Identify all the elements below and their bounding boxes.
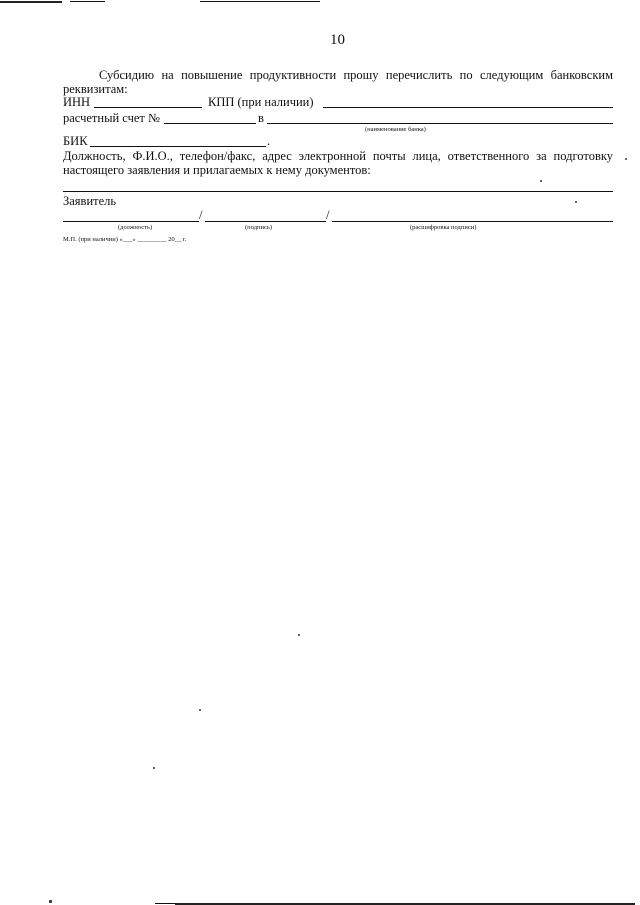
scan-speck xyxy=(575,201,577,203)
page-number: 10 xyxy=(330,32,345,48)
scan-artifact-top-mid xyxy=(70,1,105,2)
paragraph-bank-details: Субсидию на повышение продуктивности прошу перечислить по следующим банковским реквизитам: xyxy=(63,68,613,96)
bank-name-caption: (наименование банка) xyxy=(365,126,426,133)
scan-speck xyxy=(625,158,627,160)
kpp-field-line[interactable] xyxy=(323,107,613,108)
signature-decoding-field-line[interactable] xyxy=(332,221,613,222)
scan-speck xyxy=(199,709,201,711)
bik-end: . xyxy=(267,134,271,148)
caption-position: (должность) xyxy=(118,224,153,231)
inn-label: ИНН xyxy=(63,95,91,109)
account-field-line[interactable] xyxy=(164,123,256,124)
slash-2: / xyxy=(326,208,330,222)
scan-artifact-top-right xyxy=(200,1,320,2)
scan-speck xyxy=(49,900,52,903)
scan-speck xyxy=(298,634,300,636)
position-field-line[interactable] xyxy=(63,221,199,222)
caption-signature-decoding: (расшифровка подписи) xyxy=(410,224,477,231)
scan-artifact-bottom-left xyxy=(155,903,175,904)
bik-field-line[interactable] xyxy=(90,146,266,147)
kpp-label: КПП (при наличии) xyxy=(208,95,314,109)
bik-label: БИК xyxy=(63,134,88,148)
scan-speck xyxy=(540,180,542,182)
caption-signature: (подпись) xyxy=(245,224,272,231)
applicant-label: Заявитель xyxy=(63,194,117,208)
in-label: в xyxy=(258,111,264,125)
seal-date-line: М.П. (при наличии) «___» _________ 20__ г. xyxy=(63,236,187,243)
paragraph-responsible-person: Должность, Ф.И.О., телефон/факс, адрес электронной почты лица, ответственного за подготовку настоящего заявления и прилагаемых к нему документов: xyxy=(63,149,613,177)
scan-artifact-top-left xyxy=(0,1,62,3)
signature-field-line[interactable] xyxy=(205,221,326,222)
account-label: расчетный счет № xyxy=(63,111,160,125)
scan-speck xyxy=(153,767,155,769)
responsible-person-field-line[interactable] xyxy=(63,191,613,192)
inn-field-line[interactable] xyxy=(94,107,202,108)
slash-1: / xyxy=(199,208,203,222)
bank-name-field-line[interactable] xyxy=(267,123,613,124)
